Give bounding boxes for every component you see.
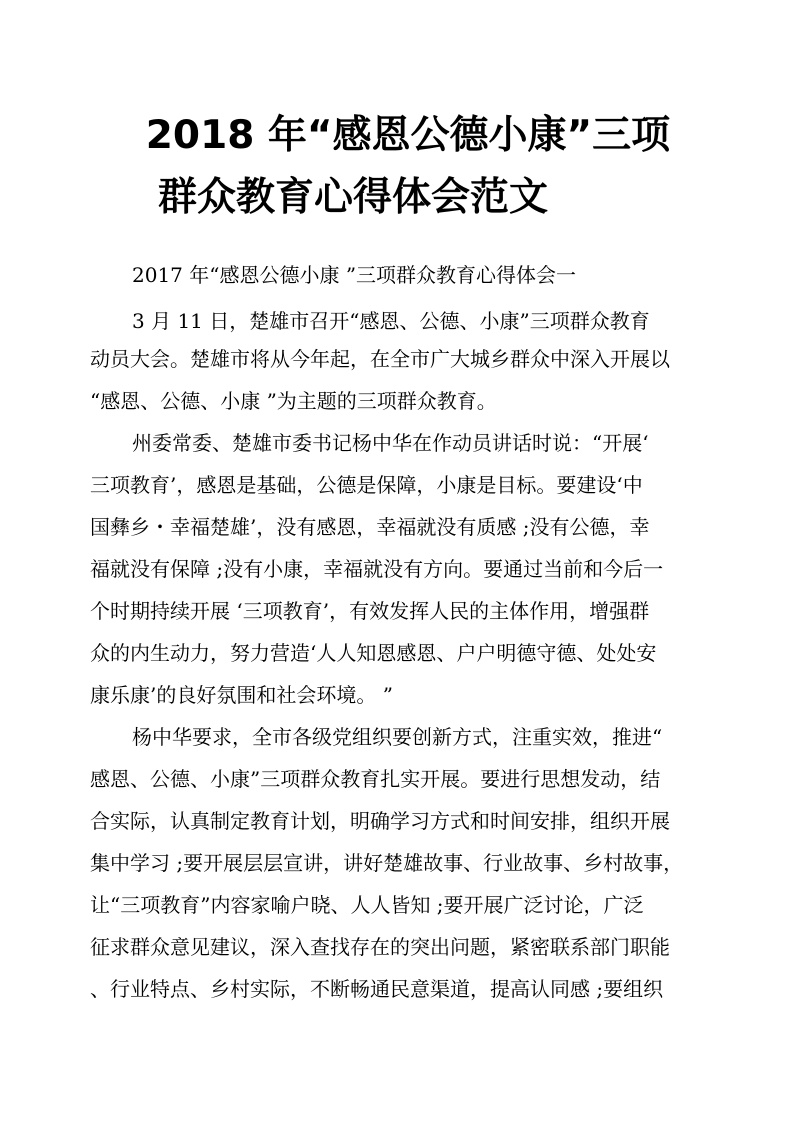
body-line: 让“三项教育”内容家喻户晓、人人皆知 ;要开展广泛讨论，广泛: [90, 893, 644, 917]
body-line: 州委常委、楚雄市委书记杨中华在作动员讲话时说：“开展‘: [132, 431, 649, 455]
body-line: 3 月 11 日，楚雄市召开“感恩、公德、小康”三项群众教育: [132, 309, 650, 333]
document-title-line-1: 2018 年“感恩公德小康”三项: [145, 113, 671, 158]
body-line: 合实际，认真制定教育计划，明确学习方式和时间安排，组织开展: [90, 809, 670, 833]
body-line: 福就没有保障 ;没有小康，幸福就没有方向。要通过当前和今后一: [90, 557, 664, 581]
body-line: 集中学习 ;要开展层层宣讲，讲好楚雄故事、行业故事、乡村故事，: [90, 851, 684, 875]
body-line: 康乐康’的良好氛围和社会环境。 ”: [90, 683, 393, 707]
document-subtitle: 2017 年“感恩公德小康 ”三项群众教育心得体会一: [132, 263, 577, 287]
document-title-line-2: 群众教育心得体会范文: [158, 175, 549, 220]
body-line: 个时期持续开展 ‘三项教育’，有效发挥人民的主体作用，增强群: [90, 599, 650, 623]
body-line: 动员大会。楚雄市将从今年起，在全市广大城乡群众中深入开展以: [90, 347, 670, 371]
body-line: 众的内生动力，努力营造‘人人知恩感恩、户户明德守德、处处安: [90, 641, 657, 665]
body-line: 征求群众意见建议，深入查找存在的突出问题，紧密联系部门职能: [90, 935, 670, 959]
body-line: 感恩、公德、小康”三项群众教育扎实开展。要进行思想发动，结: [90, 767, 661, 791]
body-line: 杨中华要求，全市各级党组织要创新方式，注重实效，推进“: [132, 725, 663, 749]
body-line: 三项教育’，感恩是基础，公德是保障，小康是目标。要建设‘中: [90, 473, 643, 497]
body-line: 国彝乡・幸福楚雄’，没有感恩，幸福就没有质感 ;没有公德，幸: [90, 515, 650, 539]
body-line: “感恩、公德、小康 ”为主题的三项群众教育。: [90, 389, 497, 413]
body-line: 、行业特点、乡村实际，不断畅通民意渠道，提高认同感 ;要组织: [90, 977, 664, 1001]
